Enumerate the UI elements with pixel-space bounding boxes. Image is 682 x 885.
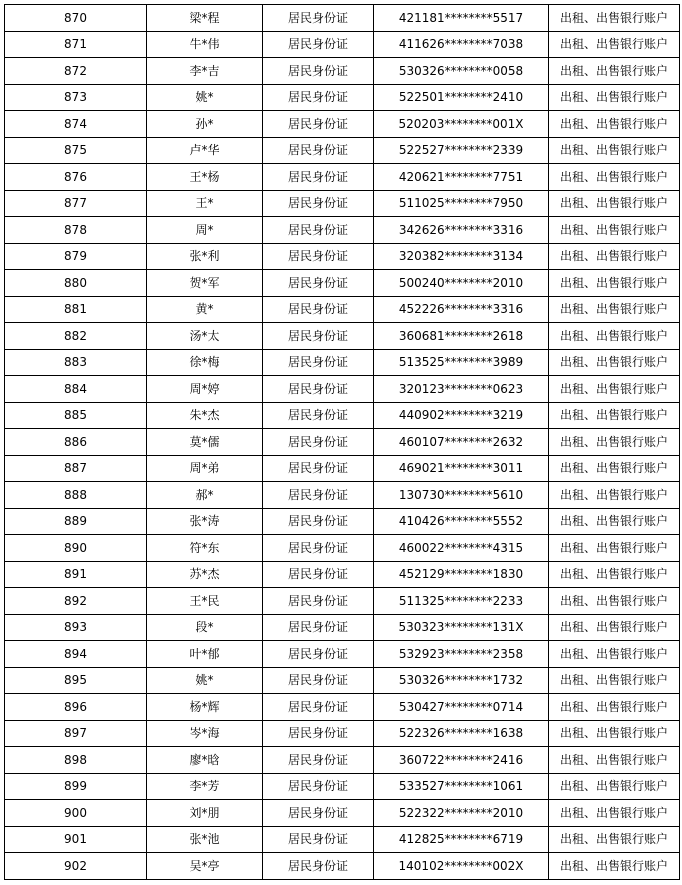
cell-sequence-number: 894: [5, 641, 147, 668]
cell-id-type: 居民身份证: [263, 641, 374, 668]
cell-sequence-number: 887: [5, 455, 147, 482]
cell-id-type: 居民身份证: [263, 535, 374, 562]
cell-name: 周*: [147, 217, 263, 244]
cell-reason: 出租、出售银行账户: [549, 243, 680, 270]
cell-reason: 出租、出售银行账户: [549, 296, 680, 323]
cell-sequence-number: 875: [5, 137, 147, 164]
cell-name: 刘*朋: [147, 800, 263, 827]
cell-id-type: 居民身份证: [263, 455, 374, 482]
cell-reason: 出租、出售银行账户: [549, 641, 680, 668]
cell-id-type: 居民身份证: [263, 296, 374, 323]
table-row: [5, 137, 680, 164]
cell-id-number: 469021********3011: [374, 455, 549, 482]
cell-reason: 出租、出售银行账户: [549, 137, 680, 164]
cell-id-type: 居民身份证: [263, 349, 374, 376]
cell-id-number: 460022********4315: [374, 535, 549, 562]
cell-id-number: 511325********2233: [374, 588, 549, 615]
cell-id-number: 452226********3316: [374, 296, 549, 323]
cell-id-type: 居民身份证: [263, 111, 374, 138]
cell-reason: 出租、出售银行账户: [549, 853, 680, 880]
cell-reason: 出租、出售银行账户: [549, 800, 680, 827]
cell-id-type: 居民身份证: [263, 164, 374, 191]
cell-sequence-number: 889: [5, 508, 147, 535]
cell-id-type: 居民身份证: [263, 84, 374, 111]
cell-id-type: 居民身份证: [263, 270, 374, 297]
table-row: [5, 535, 680, 562]
cell-sequence-number: 898: [5, 747, 147, 774]
cell-name: 杨*辉: [147, 694, 263, 721]
cell-id-type: 居民身份证: [263, 31, 374, 58]
cell-id-number: 460107********2632: [374, 429, 549, 456]
cell-reason: 出租、出售银行账户: [549, 349, 680, 376]
cell-name: 贺*军: [147, 270, 263, 297]
table-row: [5, 31, 680, 58]
cell-name: 姚*: [147, 84, 263, 111]
cell-id-type: 居民身份证: [263, 773, 374, 800]
cell-id-type: 居民身份证: [263, 667, 374, 694]
table-row: [5, 5, 680, 32]
cell-id-number: 130730********5610: [374, 482, 549, 509]
cell-sequence-number: 900: [5, 800, 147, 827]
cell-id-type: 居民身份证: [263, 508, 374, 535]
cell-id-type: 居民身份证: [263, 137, 374, 164]
cell-sequence-number: 885: [5, 402, 147, 429]
table-row: [5, 323, 680, 350]
cell-reason: 出租、出售银行账户: [549, 429, 680, 456]
table-row: [5, 111, 680, 138]
cell-sequence-number: 881: [5, 296, 147, 323]
cell-sequence-number: 877: [5, 190, 147, 217]
cell-sequence-number: 878: [5, 217, 147, 244]
cell-name: 李*吉: [147, 58, 263, 85]
cell-name: 孙*: [147, 111, 263, 138]
cell-name: 符*东: [147, 535, 263, 562]
cell-id-number: 360722********2416: [374, 747, 549, 774]
cell-id-number: 342626********3316: [374, 217, 549, 244]
cell-id-number: 440902********3219: [374, 402, 549, 429]
cell-sequence-number: 896: [5, 694, 147, 721]
cell-name: 张*利: [147, 243, 263, 270]
cell-reason: 出租、出售银行账户: [549, 323, 680, 350]
cell-sequence-number: 899: [5, 773, 147, 800]
table-row: [5, 217, 680, 244]
cell-id-type: 居民身份证: [263, 561, 374, 588]
cell-name: 朱*杰: [147, 402, 263, 429]
cell-id-number: 511025********7950: [374, 190, 549, 217]
cell-id-type: 居民身份证: [263, 614, 374, 641]
cell-id-type: 居民身份证: [263, 826, 374, 853]
table-row: [5, 720, 680, 747]
cell-reason: 出租、出售银行账户: [549, 482, 680, 509]
cell-id-type: 居民身份证: [263, 190, 374, 217]
table-row: [5, 455, 680, 482]
cell-id-type: 居民身份证: [263, 5, 374, 32]
cell-id-type: 居民身份证: [263, 376, 374, 403]
cell-reason: 出租、出售银行账户: [549, 561, 680, 588]
cell-name: 卢*华: [147, 137, 263, 164]
cell-name: 苏*杰: [147, 561, 263, 588]
cell-id-number: 530323********131X: [374, 614, 549, 641]
cell-id-type: 居民身份证: [263, 429, 374, 456]
cell-reason: 出租、出售银行账户: [549, 111, 680, 138]
table-row: [5, 349, 680, 376]
cell-reason: 出租、出售银行账户: [549, 667, 680, 694]
table-row: [5, 58, 680, 85]
cell-id-number: 140102********002X: [374, 853, 549, 880]
cell-id-number: 522527********2339: [374, 137, 549, 164]
table-row: [5, 402, 680, 429]
table-row: [5, 270, 680, 297]
cell-reason: 出租、出售银行账户: [549, 773, 680, 800]
cell-id-number: 500240********2010: [374, 270, 549, 297]
cell-id-type: 居民身份证: [263, 402, 374, 429]
cell-reason: 出租、出售银行账户: [549, 455, 680, 482]
table-row: [5, 561, 680, 588]
cell-id-number: 522326********1638: [374, 720, 549, 747]
table-row: [5, 747, 680, 774]
table-row: [5, 376, 680, 403]
cell-id-number: 320382********3134: [374, 243, 549, 270]
cell-name: 莫*儒: [147, 429, 263, 456]
cell-reason: 出租、出售银行账户: [549, 84, 680, 111]
record-table: [4, 4, 680, 880]
cell-name: 王*: [147, 190, 263, 217]
cell-reason: 出租、出售银行账户: [549, 164, 680, 191]
table-row: [5, 826, 680, 853]
cell-reason: 出租、出售银行账户: [549, 826, 680, 853]
cell-id-type: 居民身份证: [263, 853, 374, 880]
cell-id-number: 522322********2010: [374, 800, 549, 827]
cell-id-type: 居民身份证: [263, 588, 374, 615]
cell-reason: 出租、出售银行账户: [549, 402, 680, 429]
cell-name: 姚*: [147, 667, 263, 694]
cell-id-type: 居民身份证: [263, 747, 374, 774]
cell-sequence-number: 895: [5, 667, 147, 694]
cell-id-number: 522501********2410: [374, 84, 549, 111]
cell-id-number: 320123********0623: [374, 376, 549, 403]
table-row: [5, 641, 680, 668]
cell-name: 岑*海: [147, 720, 263, 747]
cell-id-number: 410426********5552: [374, 508, 549, 535]
cell-reason: 出租、出售银行账户: [549, 31, 680, 58]
cell-reason: 出租、出售银行账户: [549, 694, 680, 721]
cell-reason: 出租、出售银行账户: [549, 376, 680, 403]
cell-id-type: 居民身份证: [263, 217, 374, 244]
table-row: [5, 773, 680, 800]
cell-id-type: 居民身份证: [263, 800, 374, 827]
cell-name: 王*民: [147, 588, 263, 615]
cell-name: 徐*梅: [147, 349, 263, 376]
cell-name: 段*: [147, 614, 263, 641]
cell-id-type: 居民身份证: [263, 243, 374, 270]
cell-id-number: 452129********1830: [374, 561, 549, 588]
cell-id-number: 530326********0058: [374, 58, 549, 85]
cell-id-number: 421181********5517: [374, 5, 549, 32]
cell-name: 张*涛: [147, 508, 263, 535]
cell-id-number: 533527********1061: [374, 773, 549, 800]
cell-id-number: 360681********2618: [374, 323, 549, 350]
cell-reason: 出租、出售银行账户: [549, 217, 680, 244]
cell-name: 廖*晗: [147, 747, 263, 774]
cell-sequence-number: 883: [5, 349, 147, 376]
cell-sequence-number: 892: [5, 588, 147, 615]
cell-sequence-number: 871: [5, 31, 147, 58]
cell-sequence-number: 873: [5, 84, 147, 111]
table-row: [5, 429, 680, 456]
cell-id-number: 420621********7751: [374, 164, 549, 191]
table-row: [5, 164, 680, 191]
cell-sequence-number: 874: [5, 111, 147, 138]
cell-id-type: 居民身份证: [263, 323, 374, 350]
cell-reason: 出租、出售银行账户: [549, 508, 680, 535]
cell-reason: 出租、出售银行账户: [549, 720, 680, 747]
cell-id-number: 411626********7038: [374, 31, 549, 58]
cell-id-number: 520203********001X: [374, 111, 549, 138]
cell-sequence-number: 884: [5, 376, 147, 403]
record-table-body: [5, 5, 680, 880]
cell-id-type: 居民身份证: [263, 694, 374, 721]
cell-reason: 出租、出售银行账户: [549, 614, 680, 641]
table-row: [5, 694, 680, 721]
cell-name: 周*婷: [147, 376, 263, 403]
cell-reason: 出租、出售银行账户: [549, 190, 680, 217]
cell-id-number: 412825********6719: [374, 826, 549, 853]
table-row: [5, 243, 680, 270]
cell-sequence-number: 876: [5, 164, 147, 191]
cell-name: 牛*伟: [147, 31, 263, 58]
cell-name: 张*池: [147, 826, 263, 853]
cell-sequence-number: 886: [5, 429, 147, 456]
cell-name: 黄*: [147, 296, 263, 323]
table-row: [5, 296, 680, 323]
cell-id-number: 513525********3989: [374, 349, 549, 376]
cell-reason: 出租、出售银行账户: [549, 535, 680, 562]
cell-name: 汤*太: [147, 323, 263, 350]
cell-sequence-number: 882: [5, 323, 147, 350]
table-row: [5, 588, 680, 615]
cell-reason: 出租、出售银行账户: [549, 588, 680, 615]
cell-reason: 出租、出售银行账户: [549, 270, 680, 297]
table-row: [5, 614, 680, 641]
cell-id-type: 居民身份证: [263, 482, 374, 509]
cell-sequence-number: 897: [5, 720, 147, 747]
cell-sequence-number: 879: [5, 243, 147, 270]
cell-sequence-number: 901: [5, 826, 147, 853]
cell-name: 郝*: [147, 482, 263, 509]
table-row: [5, 84, 680, 111]
table-row: [5, 482, 680, 509]
cell-sequence-number: 890: [5, 535, 147, 562]
cell-reason: 出租、出售银行账户: [549, 5, 680, 32]
cell-id-type: 居民身份证: [263, 720, 374, 747]
cell-sequence-number: 870: [5, 5, 147, 32]
cell-sequence-number: 891: [5, 561, 147, 588]
table-row: [5, 190, 680, 217]
cell-id-type: 居民身份证: [263, 58, 374, 85]
cell-name: 梁*程: [147, 5, 263, 32]
cell-name: 周*弟: [147, 455, 263, 482]
cell-name: 吴*亭: [147, 853, 263, 880]
cell-sequence-number: 880: [5, 270, 147, 297]
cell-name: 叶*郁: [147, 641, 263, 668]
cell-id-number: 530427********0714: [374, 694, 549, 721]
table-row: [5, 667, 680, 694]
table-row: [5, 800, 680, 827]
cell-sequence-number: 872: [5, 58, 147, 85]
cell-sequence-number: 888: [5, 482, 147, 509]
cell-reason: 出租、出售银行账户: [549, 58, 680, 85]
table-row: [5, 508, 680, 535]
cell-name: 王*杨: [147, 164, 263, 191]
cell-reason: 出租、出售银行账户: [549, 747, 680, 774]
cell-sequence-number: 893: [5, 614, 147, 641]
table-row: [5, 853, 680, 880]
cell-id-number: 532923********2358: [374, 641, 549, 668]
cell-id-number: 530326********1732: [374, 667, 549, 694]
cell-name: 李*芳: [147, 773, 263, 800]
cell-sequence-number: 902: [5, 853, 147, 880]
